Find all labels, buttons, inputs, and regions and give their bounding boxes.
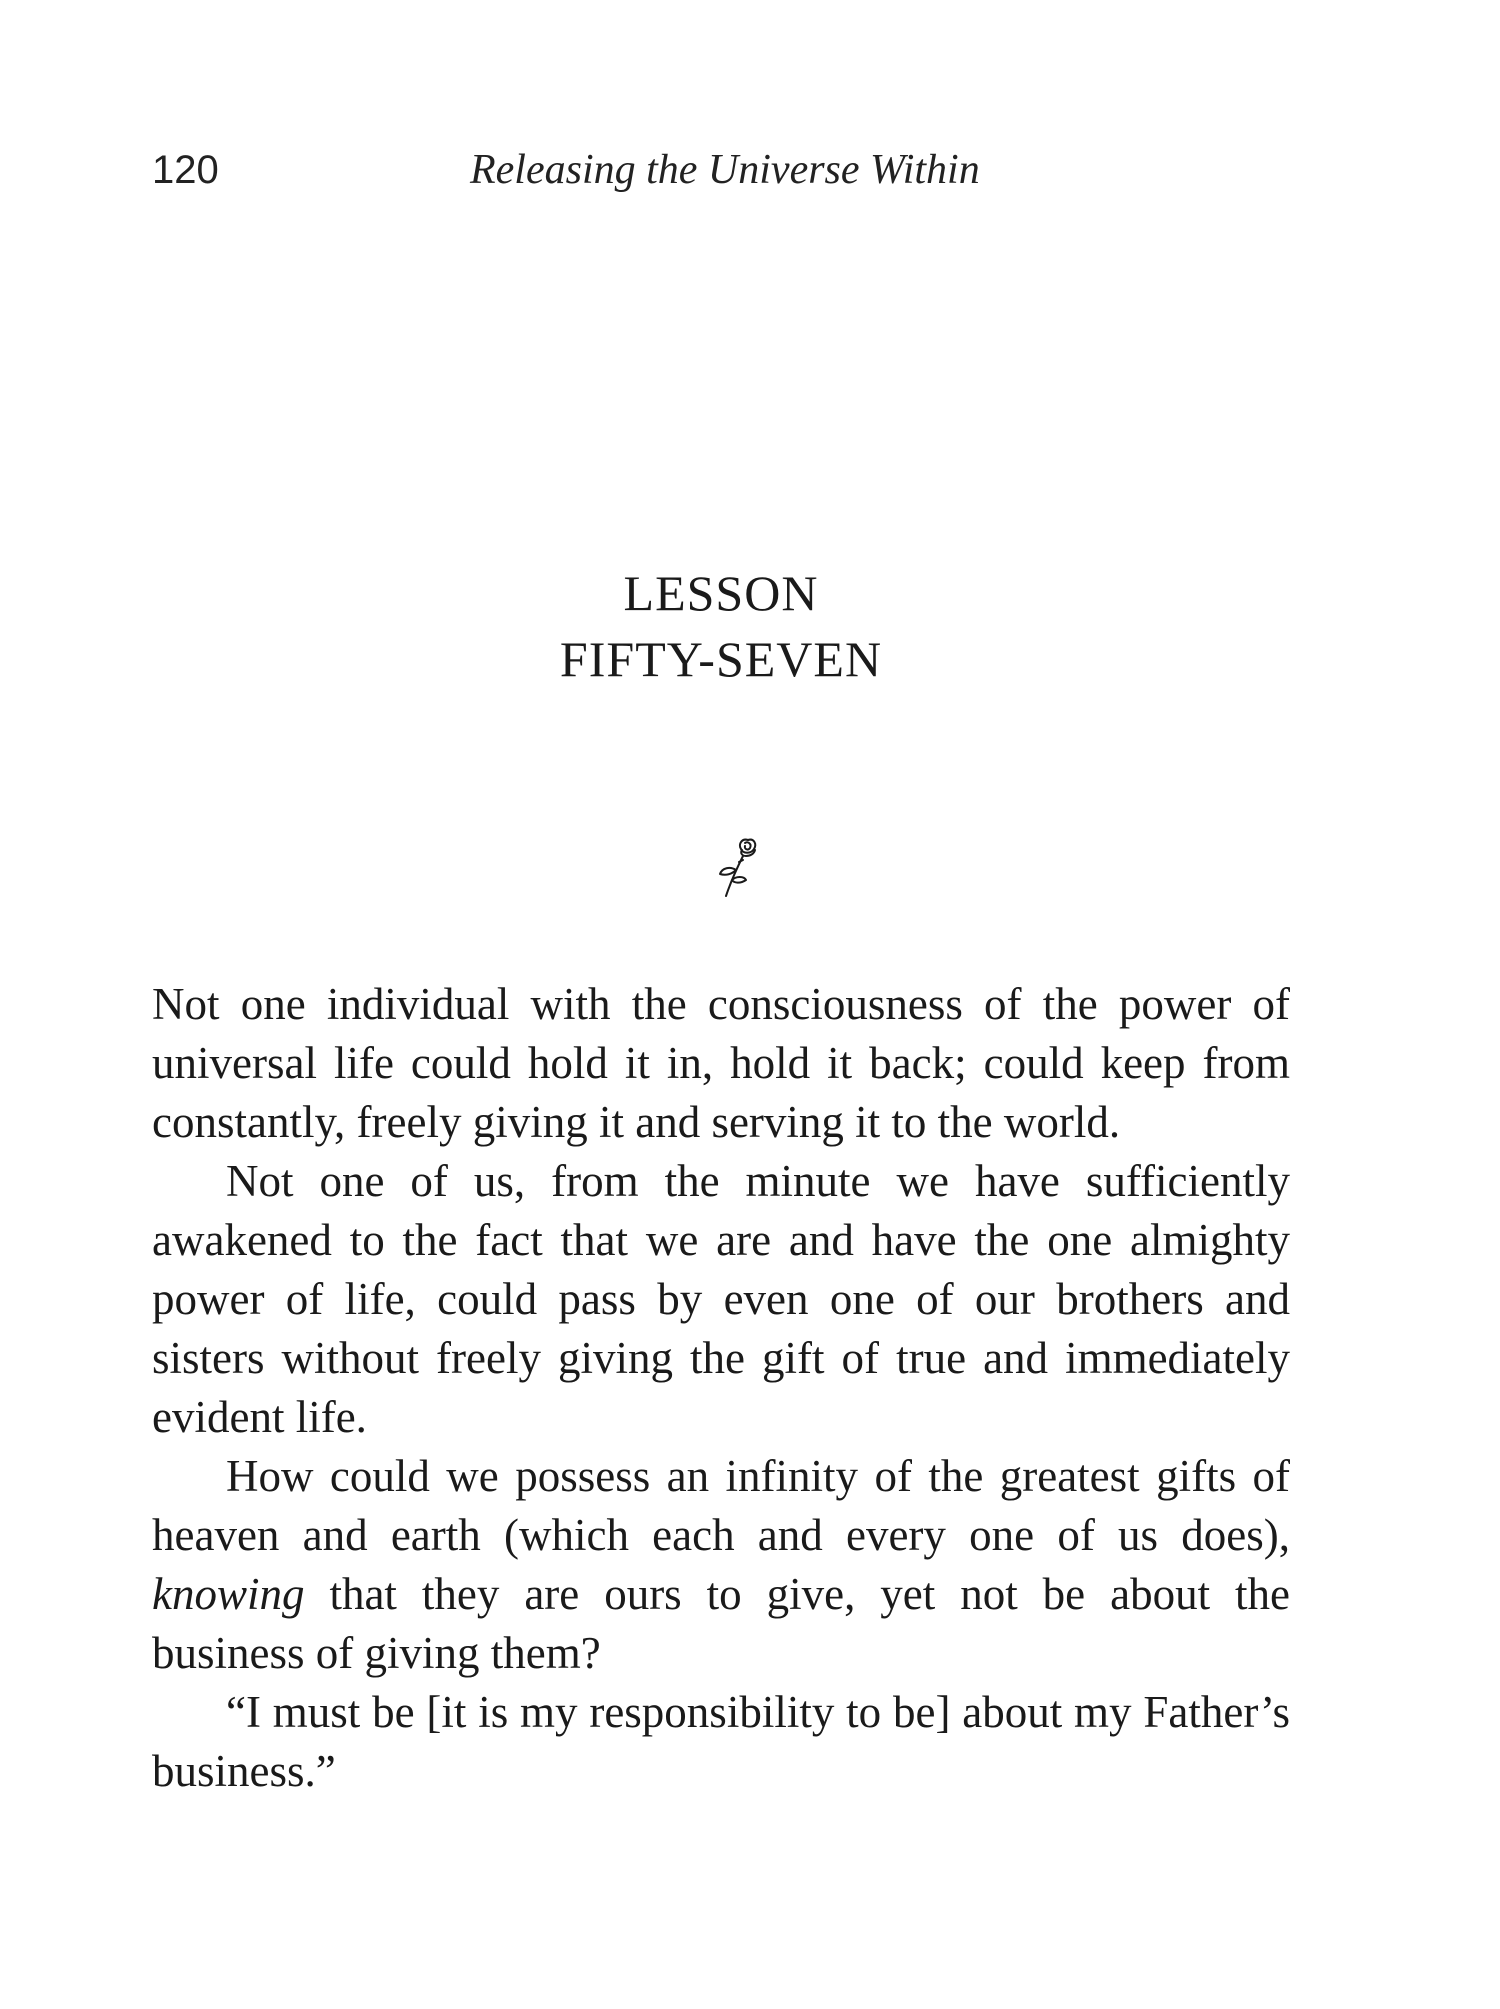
paragraph-4: “I must be [it is my responsibility to be] about my Father’s business.” [152, 1687, 1290, 1796]
page-header [152, 140, 1290, 200]
lesson-heading-line-1: LESSON [623, 565, 819, 621]
lesson-heading-line-2: FIFTY-SEVEN [559, 631, 883, 687]
lesson-heading [152, 560, 1290, 692]
paragraph-3-text-after: that they are ours to give, yet not be about the business of giving them? [152, 1569, 1290, 1678]
body-text [152, 975, 1290, 1801]
page-number: 120 [152, 148, 219, 192]
emphasized-word: knowing [152, 1569, 305, 1619]
rose-icon [712, 832, 768, 902]
paragraph-3 [152, 1447, 1290, 1683]
paragraph-3-text-before: How could we possess an infinity of the greatest gifts of heaven and earth (which each and every one of us does), [152, 1451, 1290, 1560]
paragraph-2: Not one of us, from the minute we have sufficiently awakened to the fact that we are and have the one almighty power of life, could pass by even one of our brothers and sisters without freely giving the gift of true and immediately evident life. [152, 1156, 1290, 1442]
paragraph-1: Not one individual with the consciousness of the power of universal life could hold it in, hold it back; could keep from constantly, freely giving it and serving it to the world. [152, 979, 1290, 1147]
running-title: Releasing the Universe Within [470, 147, 980, 193]
